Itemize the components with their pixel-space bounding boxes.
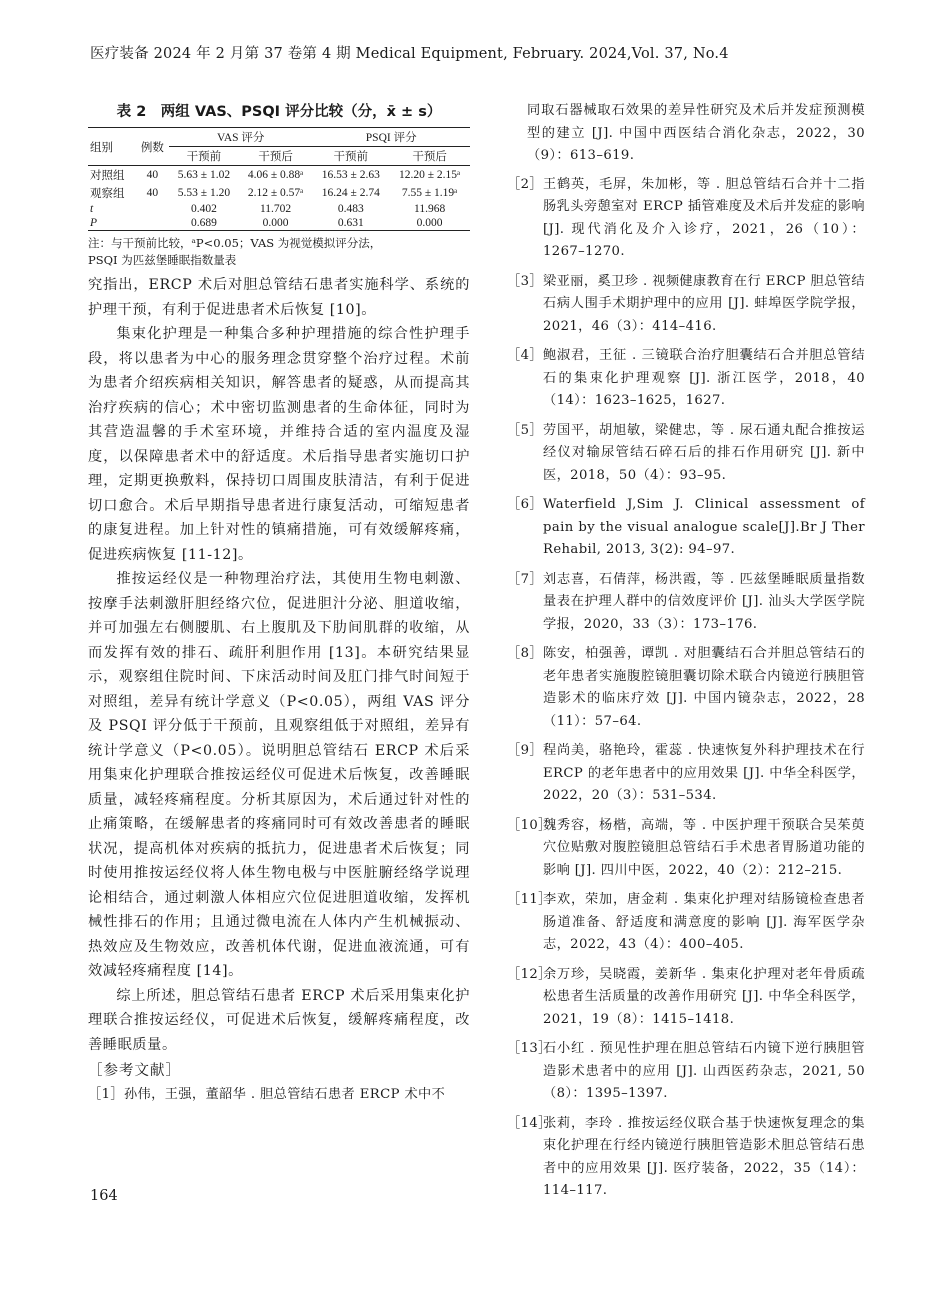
reference-item	[507, 420, 865, 488]
cell-value: 11.968	[414, 203, 446, 215]
reference-number: ［4］	[507, 348, 543, 363]
reference-item	[507, 643, 865, 733]
reference-number: ［1］	[88, 1087, 124, 1102]
cell-value: 16.24 ± 2.74	[321, 187, 380, 199]
table-note: 注：与干预前比较，ᵃP<0.05；VAS 为视觉模拟评分法，	[88, 236, 382, 250]
cell-value: 11.702	[259, 203, 292, 215]
reference-number: ［7］	[507, 571, 543, 587]
reference-item	[507, 964, 865, 1032]
reference-text: 程尚美，骆艳玲，霍蕊 . 快速恢复外科护理技术在行 ERCP 的老年患者中的应用效果 [J]. 中华全科医学，2022，20（3）：531–534.	[543, 743, 865, 803]
cell-value: 0.000	[389, 216, 470, 231]
paragraph: 综上所述，胆总管结石患者 ERCP 术后采用集束化护理联合推按运经仪，可促进术后恢复，缓解疼痛程度，改善睡眠质量。	[88, 987, 470, 1053]
reference-text: 劳国平，胡旭敏，梁健忠，等 . 尿石通丸配合推按运经仪对输尿管结石碎石后的排石作用研究 [J]. 新中医，2018，50（4）：93–95.	[543, 422, 865, 483]
sub-header: 干预后	[389, 147, 470, 166]
cell-n	[136, 216, 169, 231]
table-row	[88, 202, 470, 216]
table-row	[88, 184, 470, 202]
cell-group: 观察组	[90, 188, 125, 200]
reference-number: ［3］	[507, 273, 543, 289]
reference-number: ［6］	[507, 497, 543, 512]
reference-item	[507, 345, 865, 413]
reference-text: 石小红 . 预见性护理在胆总管结石内镜下逆行胰胆管造影术患者中的应用 [J]. 山西医药杂志，2021, 50（8）：1395–1397.	[543, 1041, 865, 1101]
sub-header: 干预前	[169, 147, 239, 166]
paragraph: 推按运经仪是一种物理治疗法，其使用生物电刺激、按摩手法刺激肝胆经络穴位，促进胆汁分泌、胆道收缩，并可加强左右侧腰肌、右上腹肌及下肋间肌群的收缩，从而发挥有效的排石、疏肝利胆作用 [13]。本研究结果显示，观察组住院时间、下床活动时间及肛门排气时间短于对照组，差异有统计学意义（P<0.05），两组 VAS 评分及 PSQI 评分低于干预前，且观察组低于对照组，差异有统计学意义（P<0.05）。说明胆总管结石 ERCP 术后采用集束化护理联合推按运经仪可促进术后恢复，改善睡眠质量，减轻疼痛程度。分析其原因为，术后通过针对性的止痛策略，在缓解患者的疼痛同时可有效改善患者的睡眠状况，提高机体对疾病的抵抗力，促进患者术后恢复；同时使用推按运经仪将人体生物电极与中医脏腑经络学说理论相结合，通过刺激人体相应穴位促进胆道收缩，发挥机械性排石的作用；且通过微电流在人体内产生机械振动、热效应及生物效应，改善机体代谢，促进血液流通，可有效减轻疼痛程度 [14]。	[88, 571, 470, 979]
reference-item	[507, 740, 865, 808]
vas-header: VAS 评分	[169, 128, 312, 147]
reference-number: ［5］	[507, 422, 543, 438]
page-number: 164	[90, 1188, 118, 1204]
reference-item	[507, 174, 865, 264]
reference-item	[88, 1084, 470, 1107]
reference-text: 梁亚丽，奚卫珍 . 视频健康教育在行 ERCP 胆总管结石病人围手术期护理中的应用 [J]. 蚌埠医学院学报，2021，46（3）：414–416.	[543, 273, 865, 334]
paragraph: 集束化护理是一种集合多种护理措施的综合性护理手段，将以患者为中心的服务理念贯穿整个治疗过程。术前为患者介绍疾病相关知识，解答患者的疑惑，从而提高其治疗疾病的信心；术中密切监测患者的生命体征，同时为其营造温馨的手术室环境，并维持合适的室内温度及湿度，以保障患者术中的舒适度。术后指导患者实施切口护理，定期更换敷料，保持切口周围皮肤清洁，有利于促进切口愈合。术后早期指导患者进行康复活动，可缩短患者的康复进程。加上针对性的镇痛措施，可有效缓解疼痛，促进疾病恢复 [11-12]。	[88, 326, 470, 563]
reference-number: ［13］	[507, 1041, 552, 1056]
reference-number: ［8］	[507, 646, 543, 661]
reference-number: ［14］	[507, 1115, 552, 1131]
right-column	[507, 100, 865, 1210]
cell-value: 0.000	[239, 216, 313, 231]
col-group-header: 组别	[88, 128, 136, 166]
cell-value: 0.689	[169, 216, 239, 231]
cell-value: 4.06 ± 0.88ᵃ	[247, 169, 304, 181]
table-row	[88, 216, 470, 231]
reference-text: 陈安，柏强善，谭凯 . 对胆囊结石合并胆总管结石的老年患者实施腹腔镜胆囊切除术联合内镜逆行胰胆管造影术的临床疗效 [J]. 中国内镜杂志，2022，28（11）：57–64.	[543, 646, 865, 729]
reference-text: 鲍淑君，王征 . 三镜联合治疗胆囊结石合并胆总管结石的集束化护理观察 [J]. 浙江医学，2018，40（14）：1623–1625，1627.	[543, 348, 865, 408]
reference-text: 王鹤英，毛屏，朱加彬，等 . 胆总管结石合并十二指肠乳头旁憩室对 ERCP 插管难度及术后并发症的影响 [J]. 现代消化及介入诊疗，2021，26（10）：1267–1270.	[543, 176, 865, 259]
reference-number: ［12］	[507, 966, 552, 982]
cell-value: 2.12 ± 0.57ᵃ	[247, 187, 304, 199]
cell-value: 5.63 ± 1.02	[177, 169, 231, 181]
cell-value: 16.53 ± 2.63	[321, 169, 380, 181]
reference-text: 李欢，荣加，唐金莉 . 集束化护理对结肠镜检查患者肠道准备、舒适度和满意度的影响 [J]. 海军医学杂志，2022，43（4）：400–405.	[543, 892, 865, 952]
results-table	[88, 127, 470, 231]
reference-item	[507, 815, 865, 883]
reference-text: 刘志喜，石倩萍，杨洪霞，等 . 匹兹堡睡眠质量指数量表在护理人群中的信效度评价 [J]. 汕头大学医学院学报，2020，33（3）：173–176.	[543, 571, 865, 632]
cell-value: 0.631	[312, 216, 389, 231]
cell-value: 5.53 ± 1.20	[177, 187, 231, 199]
table-note: PSQI 为匹兹堡睡眠指数量表	[88, 253, 237, 267]
reference-number: ［9］	[507, 743, 543, 758]
body-text	[88, 273, 470, 1057]
reference-item	[507, 1113, 865, 1203]
reference-text: 张莉，李玲 . 推按运经仪联合基于快速恢复理念的集束化护理在行经内镜逆行胰胆管造影术胆总管结石患者中的应用效果 [J]. 医疗装备，2022，35（14）：114–117.	[543, 1115, 865, 1198]
cell-group: 对照组	[90, 170, 125, 182]
sub-header: 干预后	[239, 147, 313, 166]
sub-header: 干预前	[312, 147, 389, 166]
paragraph: 究指出，ERCP 术后对胆总管结石患者实施科学、系统的护理干预，有利于促进患者术后恢复 [10]。	[88, 277, 470, 318]
reference-item	[507, 494, 865, 562]
reference-continuation: 同取石器械取石效果的差异性研究及术后并发症预测模型的建立 [J]. 中国中西医结合消化杂志，2022，30（9）：613–619.	[527, 103, 865, 163]
col-cases-header: 例数	[136, 128, 169, 166]
reference-number: ［10］	[507, 817, 552, 833]
psqi-header: PSQI 评分	[312, 128, 470, 147]
reference-item	[507, 1038, 865, 1106]
cell-n	[136, 202, 169, 216]
reference-text: 孙伟，王强，董韶华 . 胆总管结石患者 ERCP 术中不	[123, 1087, 446, 1102]
reference-item	[507, 271, 865, 339]
cell-value: 0.483	[337, 203, 364, 215]
running-header: 医疗装备 2024 年 2 月第 37 卷第 4 期 Medical Equipment, February. 2024,Vol. 37, No.4	[90, 46, 729, 62]
reference-text: Waterfield J,Sim J. Clinical assessment of pain by the visual analogue scale[J].Br J Ther Rehabil, 2013, 3(2): 94–97.	[543, 497, 865, 557]
reference-text: 魏秀容，杨楷，高端，等 . 中医护理干预联合吴茱萸穴位贴敷对腹腔镜胆总管结石手术患者胃肠道功能的影响 [J]. 四川中医，2022，40（2）：212–215.	[543, 817, 865, 878]
cell-group: t	[90, 203, 94, 215]
left-column	[88, 100, 470, 1107]
table-row	[88, 166, 470, 185]
reference-number: ［2］	[507, 176, 543, 192]
cell-n: 40	[146, 187, 159, 199]
cell-value: 0.402	[190, 203, 217, 215]
cell-group: P	[88, 216, 136, 231]
reference-item	[507, 569, 865, 637]
cell-value: 7.55 ± 1.19ᵃ	[401, 187, 458, 199]
references-heading: ［参考文献］	[88, 1063, 181, 1079]
cell-value: 12.20 ± 2.15ᵃ	[399, 169, 461, 181]
reference-item	[507, 889, 865, 957]
reference-list	[507, 174, 865, 1203]
reference-number: ［11］	[507, 892, 552, 907]
reference-text: 余万珍，吴晓霞，姜新华 . 集束化护理对老年骨质疏松患者生活质量的改善作用研究 [J]. 中华全科医学，2021，19（8）：1415–1418.	[543, 966, 865, 1027]
table-caption: 表 2 两组 VAS、PSQI 评分比较（分，x̄ ± s）	[116, 104, 442, 120]
cell-n: 40	[146, 169, 159, 181]
